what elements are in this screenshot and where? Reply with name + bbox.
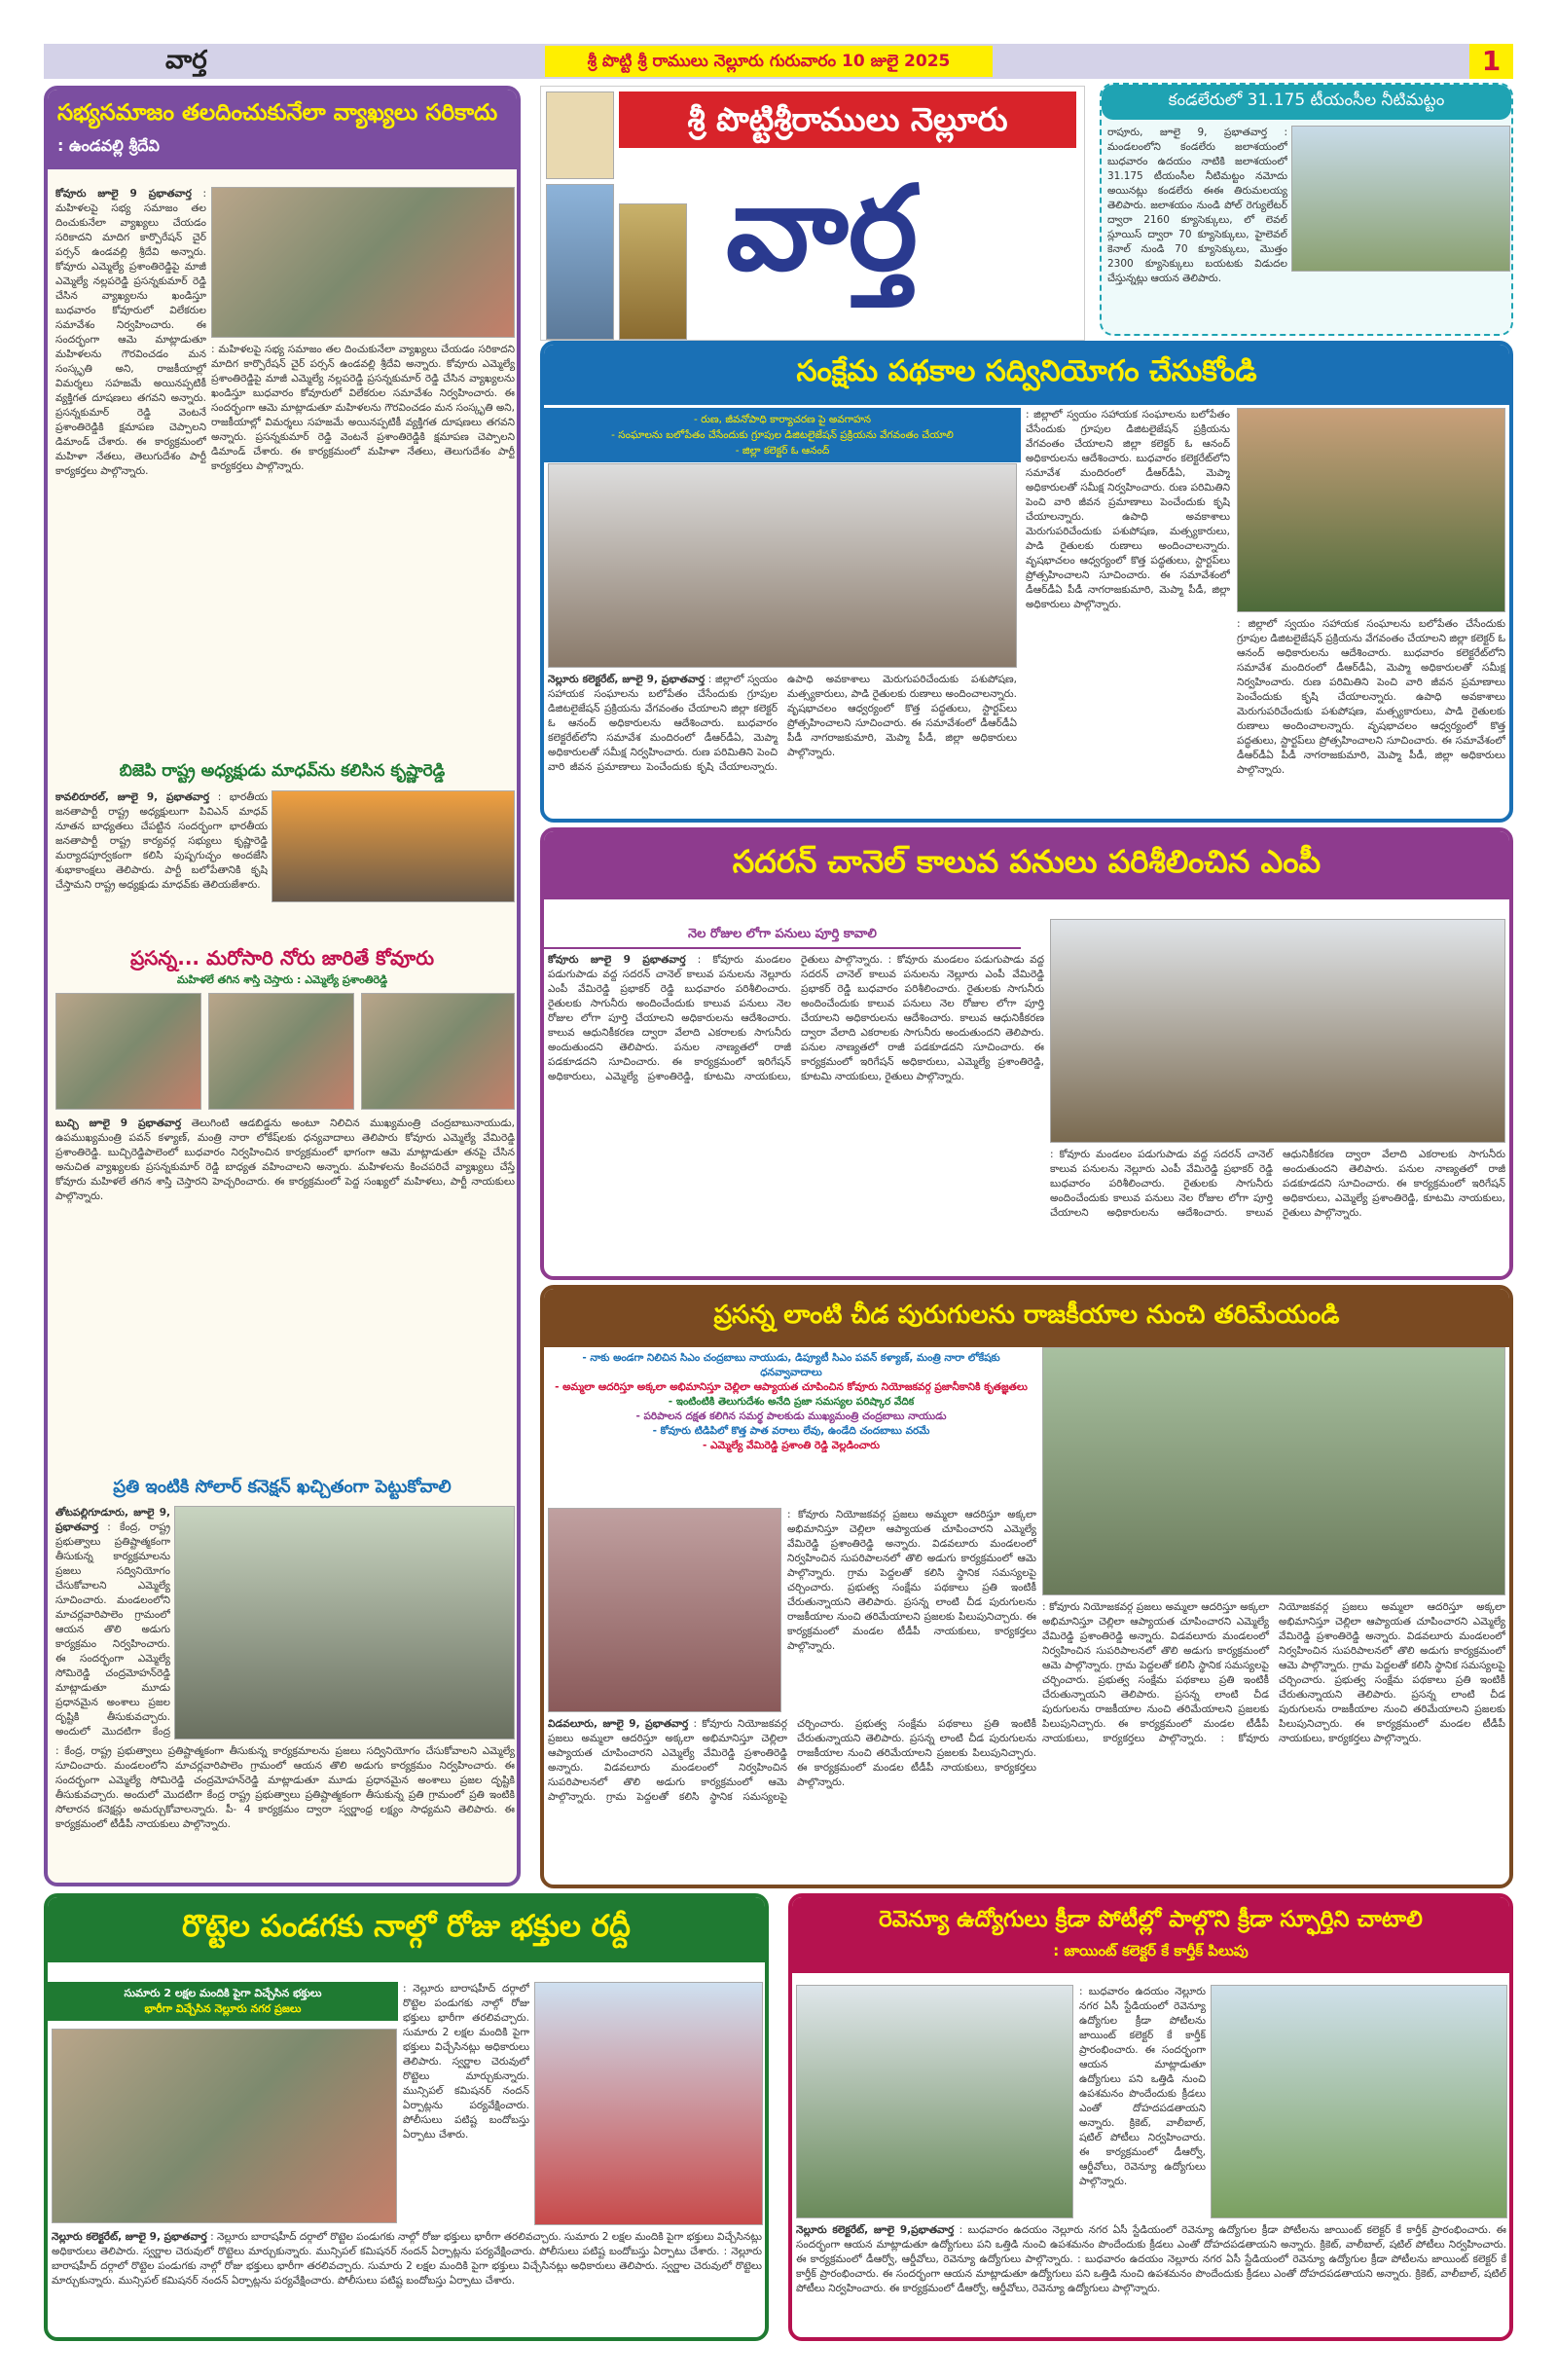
headline-canal: సదరన్ చానెల్ కాలువ పనులు పరిశీలించిన ఎంపీ: [544, 831, 1509, 899]
solar-body: తోటపల్లిగూడూరు, జూలై 9, ప్రభాతవార్త : కేంద్ర, రాష్ట్ర ప్రభుత్వాలు ప్రతిష్టాత్మకంగా తీసుకున్న కార్యక్రమాలను ప్రజలు సద్వినియోగం చేసుకోవాలని ఎమ్మెల్యే సూచించారు. మండలంలోని మాచర్లవారిపాలెం గ్రామంలో ఆయన తొలి అడుగు కార్యక్రమం నిర్వహించారు. ఈ సందర్భంగా ఎమ్మెల్యే సోమిరెడ్డి చంద్రమోహన్‌రెడ్డి మాట్లాడుతూ మూడు ప్రధానమైన అంశాలు ప్రజల దృష్టికి తీసుకువచ్చారు. అందులో మొదటిగా కేంద్ర: [55, 1507, 170, 1738]
mla-photo-1: [55, 993, 201, 1110]
kandaleru-body: రాపూరు, జూలై 9, ప్రభాతవార్త : మండలంలోని కండలేరు జలాశయంలో బుధవారం ఉదయం నాటికి జలాశయంలో 31.175 టీయంసీల నీటిమట్టం నమోదు అయినట్లు కండలేరు ఈఈ తిరుమలయ్య తెలిపారు. జలాశయం నుండి పోల్ రెగ్యులేటర్ ద్వారా 2160 క్యూసెక్కులు, లో లెవల్ స్లూయిస్ ద్వారా 70 క్యూసెక్కులు, హైలెవల్ కెనాల్ నుండి 70 క్యూసెక్కులు, మొత్తం 2300 క్యూసెక్కులు బయటకు విడుదల చేస్తున్నట్లు ఆయన తెలిపారు.: [1107, 127, 1287, 284]
women-meeting-photo: [211, 187, 515, 338]
solar-body-cont: : కేంద్ర, రాష్ట్ర ప్రభుత్వాలు ప్రతిష్టాత్మకంగా తీసుకున్న కార్యక్రమాలను ప్రజలు సద్వినియోగం చేసుకోవాలని ఎమ్మెల్యే సూచించారు. మండలంలోని మాచర్లవారిపాలెం గ్రామంలో ఆయన తొలి అడుగు కార్యక్రమం నిర్వహించారు. ఈ సందర్భంగా ఎమ్మెల్యే సోమిరెడ్డి చంద్రమోహన్‌రెడ్డి మాట్లాడుతూ మూడు ప్రధానమైన అంశాలు ప్రజల దృష్టికి తీసుకువచ్చారు. అందులో మొదటిగా కేంద్ర రాష్ట్ర ప్రభుత్వాలు ప్రతిష్టాత్మకంగా తీసుకున్న ప్రతి గ్రామంలో ప్రతి ఇంటికి సోలారన కనెక్షన్లు అమర్చుకోవాలన్నారు. పీ- 4 కార్యక్రమం ద్వారా స్వర్ణాంధ్ర లక్ష్యం సాధ్యమని తెలిపారు. ఈ కార్యక్రమంలో టీడీపీ నాయకులు పాల్గొన్నారు.: [55, 1745, 515, 1830]
masthead-logo: వార్త: [726, 160, 918, 297]
headline-prasanna-pests: ప్రసన్న లాంటి చీడ పురుగులను రాజకీయాల నుంచి తరిమేయండి: [544, 1289, 1509, 1347]
headline-sports: రెవెన్యూ ఉద్యోగులు క్రీడా పోటీల్లో పాల్గొని క్రీడా స్ఫూర్తిని చాటాలి : జాయింట్ కలెక్టర్ కే కార్తీక్ పిలుపు: [792, 1897, 1509, 1973]
kandaleru-article: [1100, 83, 1513, 336]
kandaleru-headline: కండలేరులో 31.175 టీయంసీల నీటిమట్టం: [1102, 85, 1511, 120]
masthead: [540, 86, 1085, 341]
subhead-prasanna-warning: మహిళలే తగిన శాస్తి చెస్తారు : ఎమ్మెల్యే ప్రశాంతిరెడ్డి: [176, 973, 388, 986]
welfare-body: నెల్లూరు కలెక్టరేట్, జూలై 9, ప్రభాతవార్త : జిల్లాలో స్వయం సహాయక సంఘాలను బలోపేతం చేసేందుకు గ్రూపుల డిజిటలైజేషన్ ప్రక్రియను వేగవంతం చేయాలని జిల్లా కలెక్టర్ ఓ ఆనంద్ అధికారులను ఆదేశించారు. బుధవారం కలెక్టరేట్‌లోని సమావేశ మందిరంలో డీఆర్‌డీఏ, మెప్మా అధికారులతో సమీక్ష నిర్వహించారు. రుణ పరిమితిని పెంచి వారి జీవన ప్రమాణాలు పెంచేందుకు కృషి చేయాలన్నారు. ఉపాధి అవకాశాలు మెరుగుపరిచేందుకు పశుపోషణ, మత్స్యకారులు, పాడి రైతులకు రుణాలు అందించాలన్నారు. వృషభాచలం ఆధ్వర్యంలో కొత్త పద్ధతులు, స్టార్టప్‌లు ప్రోత్సహించాలని సూచించారు. ఈ సమావేశంలో డీఆర్‌డీఏ పీడీ నాగరాజకుమారి, మెప్మా పీడీ, జిల్లా అధికారులు పాల్గొన్నారు.: [548, 674, 1017, 773]
prasanna-pests-body: : కోవూరు నియోజకవర్గ ప్రజలు అమ్మలా ఆదరిస్తూ అక్కలా అభిమానిస్తూ చెల్లిలా ఆప్యాయత చూపించారని ఎమ్మెల్యే వేమిరెడ్డి ప్రశాంతిరెడ్డి అన్నారు. విడవలూరు మండలంలో నిర్వహించిన సుపరిపాలనలో తొలి అడుగు కార్యక్రమంలో ఆమె పాల్గొన్నారు. గ్రామ పెద్దలతో కలిసి స్థానిక సమస్యలపై చర్చించారు. ప్రభుత్వ సంక్షేమ పథకాలు ప్రతి ఇంటికీ చేరుతున్నాయని తెలిపారు. ప్రసన్న లాంటి చీడ పురుగులను రాజకీయాల నుంచి తరిమేయాలని ప్రజలకు పిలుపునిచ్చారు. ఈ కార్యక్రమంలో మండల టీడీపీ నాయకులు, కార్యకర్తలు పాల్గొన్నారు.: [787, 1509, 1036, 1652]
solar-event-photo: [174, 1506, 515, 1739]
bjp-body: కావలిరూరల్, జూలై 9, ప్రభాతవార్త : భారతీయ జనతాపార్టీ రాష్ట్ర అధ్యక్షులుగా పివిఎన్ మాధవ్ నూతన బాధ్యతలు చేపట్టిన సందర్భంగా భారతీయ జనతాపార్టీ రాష్ట్ర కార్యవర్గ సభ్యులు కృష్ణారెడ్డి మర్యాదపూర్వకంగా కలిసి పుష్పగుచ్ఛం అందజేసి శుభాకాంక్షలు తెలిపారు. పార్టీ బలోపేతానికి కృషి చేస్తామని రాష్ట్ర అధ్యక్షుడు మాధవ్‌కు తెలియజేశారు.: [55, 791, 268, 891]
rottela-points: సుమారు 2 లక్షల మందికి పైగా విచ్చేసిన భక్తులు భారీగా విచ్చేసిన నెల్లూరు నగర ప్రజలు: [48, 1982, 398, 2021]
mla-photo-2: [208, 993, 354, 1110]
officials-photo: [796, 1985, 1073, 2218]
article-rottela: [44, 1893, 769, 2341]
rottela-body: : నెల్లూరు బారాషహీద్ దర్గాలో రొట్టెల పండుగకు నాల్గో రోజు భక్తులు భారీగా తరలివచ్చారు. సుమారు 2 లక్షల మందికి పైగా భక్తులు విచ్చేసినట్లు అధికారులు తెలిపారు. స్వర్ణాల చెరువులో రొట్టెలు మార్చుకున్నారు. మున్సిపల్ కమిషనర్ నందన్ ఏర్పాట్లను పర్యవేక్షించారు. పోలీసులు పటిష్ట బందోబస్తు ఏర్పాటు చేశారు.: [403, 1983, 529, 2141]
article-sports: [788, 1893, 1513, 2341]
article-welfare: [540, 341, 1513, 823]
header-logo: వార్త: [165, 46, 207, 75]
headline-women-remarks: సభ్యసమాజం తలదించుకునేలా వ్యాఖ్యలు సరికాదు : ఉండవల్లి శ్రీదేవి: [48, 90, 517, 169]
welfare-points: - రుణ, జీవనోపాధి కార్యాచరణ పై అవగాహన - సంఘాలను బలోపేతం చేసేందుకు గ్రూపుల డిజిటలైజేషన్ ప్రక్రియను వేగవంతం చేయాలి - జిల్లా కలెక్టర్ ఓ ఆనంద్: [544, 408, 1021, 462]
cricket-photo: [1211, 1985, 1507, 2218]
reservoir-photo: [1291, 126, 1510, 272]
dateline: శ్రీ పొట్టి శ్రీ రాములు నెల్లూరు గురువారం 10 జులై 2025: [545, 46, 993, 77]
sports-body: : బుధవారం ఉదయం నెల్లూరు నగర ఏసీ స్టేడియంలో రెవెన్యూ ఉద్యోగుల క్రీడా పోటీలను జాయింట్ కలెక్టర్ కే కార్తీక్ ప్రారంభించారు. ఈ సందర్భంగా ఆయన మాట్లాడుతూ ఉద్యోగులు పని ఒత్తిడి నుంచి ఉపశమనం పొందేందుకు క్రీడలు ఎంతో దోహదపడతాయని అన్నారు. క్రికెట్, వాలీబాల్, షటిల్ పోటీలు నిర్వహించారు. ఈ కార్యక్రమంలో డీఆర్వో, ఆర్డీవోలు, రెవెన్యూ ఉద్యోగులు పాల్గొన్నారు.: [1079, 1986, 1206, 2187]
masthead-title: శ్రీ పొట్టిశ్రీరాములు నెల్లూరు: [619, 92, 1076, 148]
bjp-meeting-photo: [272, 790, 515, 902]
sports-body-2: నెల్లూరు కలెక్టరేట్, జూలై 9,ప్రభాతవార్త : బుధవారం ఉదయం నెల్లూరు నగర ఏసీ స్టేడియంలో రెవెన్యూ ఉద్యోగుల క్రీడా పోటీలను జాయింట్ కలెక్టర్ కే కార్తీక్ ప్రారంభించారు. ఈ సందర్భంగా ఆయన మాట్లాడుతూ ఉద్యోగులు పని ఒత్తిడి నుంచి ఉపశమనం పొందేందుకు క్రీడలు ఎంతో దోహదపడతాయని అన్నారు. క్రికెట్, వాలీబాల్, షటిల్ పోటీలు నిర్వహించారు. ఈ కార్యక్రమంలో డీఆర్వో, ఆర్డీవోలు, రెవెన్యూ ఉద్యోగులు పాల్గొన్నారు. : బుధవారం ఉదయం నెల్లూరు నగర ఏసీ స్టేడియంలో రెవెన్యూ ఉద్యోగుల క్రీడా పోటీలను జాయింట్ కలెక్టర్ కే కార్తీక్ ప్రారంభించారు. ఈ సందర్భంగా ఆయన మాట్లాడుతూ ఉద్యోగులు పని ఒత్తిడి నుంచి ఉపశమనం పొందేందుకు క్రీడలు ఎంతో దోహదపడతాయని అన్నారు. క్రికెట్, వాలీబాల్, షటిల్ పోటీలు నిర్వహించారు. ఈ కార్యక్రమంలో డీఆర్వో, ఆర్డీవోలు, రెవెన్యూ ఉద్యోగులు పాల్గొన్నారు.: [796, 2224, 1506, 2294]
mla-photo-3: [361, 993, 515, 1110]
welfare-body-cont2: : జిల్లాలో స్వయం సహాయక సంఘాలను బలోపేతం చేసేందుకు గ్రూపుల డిజిటలైజేషన్ ప్రక్రియను వేగవంతం చేయాలని జిల్లా కలెక్టర్ ఓ ఆనంద్ అధికారులను ఆదేశించారు. బుధవారం కలెక్టరేట్‌లోని సమావేశ మందిరంలో డీఆర్‌డీఏ, మెప్మా అధికారులతో సమీక్ష నిర్వహించారు. రుణ పరిమితిని పెంచి వారి జీవన ప్రమాణాలు పెంచేందుకు కృషి చేయాలన్నారు. ఉపాధి అవకాశాలు మెరుగుపరిచేందుకు పశుపోషణ, మత్స్యకారులు, పాడి రైతులకు రుణాలు అందించాలన్నారు. వృషభాచలం ఆధ్వర్యంలో కొత్త పద్ధతులు, స్టార్టప్‌లు ప్రోత్సహించాలని సూచించారు. ఈ సమావేశంలో డీఆర్‌డీఏ పీడీ నాగరాజకుమారి, మెప్మా పీడీ, జిల్లా అధికారులు పాల్గొన్నారు.: [1237, 618, 1505, 776]
headline-bjp: బిజెపి రాష్ట్ర అధ్యక్షుడు మాధవ్‌ను కలిసిన కృష్ణారెడ్డి: [119, 761, 446, 781]
founder-portrait: [546, 92, 614, 179]
welfare-body-cont: : జిల్లాలో స్వయం సహాయక సంఘాలను బలోపేతం చేసేందుకు గ్రూపుల డిజిటలైజేషన్ ప్రక్రియను వేగవంతం చేయాలని జిల్లా కలెక్టర్ ఓ ఆనంద్ అధికారులను ఆదేశించారు. బుధవారం కలెక్టరేట్‌లోని సమావేశ మందిరంలో డీఆర్‌డీఏ, మెప్మా అధికారులతో సమీక్ష నిర్వహించారు. రుణ పరిమితిని పెంచి వారి జీవన ప్రమాణాలు పెంచేందుకు కృషి చేయాలన్నారు. ఉపాధి అవకాశాలు మెరుగుపరిచేందుకు పశుపోషణ, మత్స్యకారులు, పాడి రైతులకు రుణాలు అందించాలన్నారు. వృషభాచలం ఆధ్వర్యంలో కొత్త పద్ధతులు, స్టార్టప్‌లు ప్రోత్సహించాలని సూచించారు. ఈ సమావేశంలో డీఆర్‌డీఏ పీడీ నాగరాజకుమారి, మెప్మా పీడీ, జిల్లా అధికారులు పాల్గొన్నారు.: [1026, 409, 1230, 610]
canal-body: కోవూరు జూలై 9 ప్రభాతవార్త : కోవూరు మండలం పడుగుపాడు వద్ద సదరన్ చానెల్ కాలువ పనులను నెల్లూరు ఎంపీ వేమిరెడ్డి ప్రభాకర్ రెడ్డి బుధవారం పరిశీలించారు. రైతులకు సాగునీరు అందించేందుకు కాలువ పనులు నెల రోజుల లోగా పూర్తి చేయాలని అధికారులను ఆదేశించారు. కాలువ ఆధునికీకరణ ద్వారా వేలాది ఎకరాలకు సాగునీరు అందుతుందని తెలిపారు. పనుల నాణ్యతలో రాజీ పడకూడదని సూచించారు. ఈ కార్యక్రమంలో ఇరిగేషన్ అధికారులు, ఎమ్మెల్యే ప్రశాంతిరెడ్డి, కూటమి నాయకులు, రైతులు పాల్గొన్నారు. : కోవూరు మండలం పడుగుపాడు వద్ద సదరన్ చానెల్ కాలువ పనులను నెల్లూరు ఎంపీ వేమిరెడ్డి ప్రభాకర్ రెడ్డి బుధవారం పరిశీలించారు. రైతులకు సాగునీరు అందించేందుకు కాలువ పనులు నెల రోజుల లోగా పూర్తి చేయాలని అధికారులను ఆదేశించారు. కాలువ ఆధునికీకరణ ద్వారా వేలాది ఎకరాలకు సాగునీరు అందుతుందని తెలిపారు. పనుల నాణ్యతలో రాజీ పడకూడదని సూచించారు. ఈ కార్యక్రమంలో ఇరిగేషన్ అధికారులు, ఎమ్మెల్యే ప్రశాంతిరెడ్డి, కూటమి నాయకులు, రైతులు పాల్గొన్నారు.: [548, 954, 1044, 1082]
headline-welfare: సంక్షేమ పథకాల సద్వినియోగం చేసుకోండి: [544, 345, 1509, 405]
plant-handover-photo: [1237, 408, 1505, 612]
women-remarks-body-cont: : మహిళలపై సభ్య సమాజం తల దించుకునేలా వ్యాఖ్యలు చేయడం సరికాదని మాదిగ కార్పొరేషన్ చైర్ పర్సన్ ఉండవల్లి శ్రీదేవి అన్నారు. కోవూరు ఎమ్మెల్యే ప్రశాంతిరెడ్డిపై మాజీ ఎమ్మెల్యే నల్లపరెడ్డి ప్రసన్నకుమార్ రెడ్డి చేసిన వ్యాఖ్యలను ఖండిస్తూ బుధవారం కోవూరులో విలేకరుల సమావేశం నిర్వహించారు. ఈ సందర్భంగా ఆమె మాట్లాడుతూ మహిళలను గౌరవించడం మన సంస్కృతి అని, రాజకీయాల్లో విమర్శలు సహజమే అయినప్పటికీ వ్యక్తిగత దూషణలు తగవని అన్నారు. ప్రసన్నకుమార్ రెడ్డి వెంటనే ప్రశాంతిరెడ్డికి క్షమాపణ చెప్పాలని డిమాండ్ చేశారు. ఈ కార్యక్రమంలో మహిళా నేతలు, తెలుగుదేశం పార్టీ కార్యకర్తలు పాల్గొన్నారు.: [211, 344, 515, 472]
prasanna-warning-body: బుచ్చి జూలై 9 ప్రభాతవార్త తెలుగింటి ఆడబిడ్డను అంటూ నిలిచిన ముఖ్యమంత్రి చంద్రబాబునాయుడు, ఉపముఖ్యమంత్రి పవన్ కళ్యాణ్, మంత్రి నారా లోకేష్‌లకు ధన్యవాదాలు తెలిపారు కోవూరు ఎమ్మెల్యే వేమిరెడ్డి ప్రశాంతిరెడ్డి. బుచ్చిరెడ్డిపాలెంలో బుధవారం నిర్వహించిన కార్యక్రమంలో భాగంగా ఆమె మాట్లాడుతూ తనపై చేసిన అనుచిత వ్యాఖ్యలకు ప్రసన్నకుమార్ రెడ్డి బాధ్యత వహించాలని అన్నారు. మహిళలను కించపరిచే వ్యాఖ్యలు చేస్తే కోవూరు మహిళలే తగిన శాస్తి చెస్తారని హెచ్చరించారు. ఈ కార్యక్రమంలో పెద్ద సంఖ్యలో మహిళలు, పార్టీ నాయకులు పాల్గొన్నారు.: [55, 1117, 515, 1202]
women-remarks-body: కోవూరు జూలై 9 ప్రభాతవార్త : మహిళలపై సభ్య సమాజం తల దించుకునేలా వ్యాఖ్యలు చేయడం సరికాదని మాదిగ కార్పొరేషన్ చైర్ పర్సన్ ఉండవల్లి శ్రీదేవి అన్నారు. కోవూరు ఎమ్మెల్యే ప్రశాంతిరెడ్డిపై మాజీ ఎమ్మెల్యే నల్లపరెడ్డి ప్రసన్నకుమార్ రెడ్డి చేసిన వ్యాఖ్యలను ఖండిస్తూ బుధవారం కోవూరులో విలేకరుల సమావేశం నిర్వహించారు. ఈ సందర్భంగా ఆమె మాట్లాడుతూ మహిళలను గౌరవించడం మన సంస్కృతి అని, రాజకీయాల్లో విమర్శలు సహజమే అయినప్పటికీ వ్యక్తిగత దూషణలు తగవని అన్నారు. ప్రసన్నకుమార్ రెడ్డి వెంటనే ప్రశాంతిరెడ్డికి క్షమాపణ చెప్పాలని డిమాండ్ చేశారు. ఈ కార్యక్రమంలో మహిళా నేతలు, తెలుగుదేశం పార్టీ కార్యకర్తలు పాల్గొన్నారు.: [55, 188, 206, 477]
rottela-body-2: నెల్లూరు కలెక్టరేట్, జూలై 9, ప్రభాతవార్త : నెల్లూరు బారాషహీద్ దర్గాలో రొట్టెల పండుగకు నాల్గో రోజు భక్తులు భారీగా తరలివచ్చారు. సుమారు 2 లక్షల మందికి పైగా భక్తులు విచ్చేసినట్లు అధికారులు తెలిపారు. స్వర్ణాల చెరువులో రొట్టెలు మార్చుకున్నారు. మున్సిపల్ కమిషనర్ నందన్ ఏర్పాట్లను పర్యవేక్షించారు. పోలీసులు పటిష్ట బందోబస్తు ఏర్పాటు చేశారు. : నెల్లూరు బారాషహీద్ దర్గాలో రొట్టెల పండుగకు నాల్గో రోజు భక్తులు భారీగా తరలివచ్చారు. సుమారు 2 లక్షల మందికి పైగా భక్తులు విచ్చేసినట్లు అధికారులు తెలిపారు. స్వర్ణాల చెరువులో రొట్టెలు మార్చుకున్నారు. మున్సిపల్ కమిషనర్ నందన్ ఏర్పాట్లను పర్యవేక్షించారు. పోలీసులు పటిష్ట బందోబస్తు ఏర్పాటు చేశారు.: [52, 2231, 762, 2287]
headline-prasanna-warning: ప్రసన్న... మరోసారి నోరు జారితే కోవూరు: [129, 946, 434, 970]
page-number: 1: [1469, 44, 1513, 79]
prasanna-points: - నాకు అండగా నిలిచిన సిఎం చంద్రబాబు నాయుడు, డిప్యూటీ సిఎం పవన్ కళ్యాణ్, మంత్రి నారా లోకేషకు ధనవ్వావాదాలు - అమ్మలా ఆదరిస్తూ అక్కలా అభిమానిస్తూ చెల్లిలా ఆప్యాయత చూపించిన కోవూరు నియోజకవర్గ ప్రజానీకానికి కృతజ్ఞతలు - ఇంటింటికి తెలుగుదేశం అనేది ప్రజా సమస్యల పరిష్కార వేదిక - పరిపాలన దక్షత కలిగిన సమర్థ పాలకుడు ముఖ్యమంత్రి చంద్రబాబు నాయుడు - కోవూరు టిడిపిలో కొత్త పాత వరాలు లేవు, ఉండేది చందబాబు వరమే - ఎమ్మెల్యే వేమిరెడ్డి ప్రశాంతి రెడ్డి వెల్లడించారు: [555, 1352, 1028, 1451]
mla-speaking-photo: [548, 1508, 781, 1712]
prasanna-pests-body-3: : కోవూరు నియోజకవర్గ ప్రజలు అమ్మలా ఆదరిస్తూ అక్కలా అభిమానిస్తూ చెల్లిలా ఆప్యాయత చూపించారని ఎమ్మెల్యే వేమిరెడ్డి ప్రశాంతిరెడ్డి అన్నారు. విడవలూరు మండలంలో నిర్వహించిన సుపరిపాలనలో తొలి అడుగు కార్యక్రమంలో ఆమె పాల్గొన్నారు. గ్రామ పెద్దలతో కలిసి స్థానిక సమస్యలపై చర్చించారు. ప్రభుత్వ సంక్షేమ పథకాలు ప్రతి ఇంటికీ చేరుతున్నాయని తెలిపారు. ప్రసన్న లాంటి చీడ పురుగులను రాజకీయాల నుంచి తరిమేయాలని ప్రజలకు పిలుపునిచ్చారు. ఈ కార్యక్రమంలో మండల టీడీపీ నాయకులు, కార్యకర్తలు పాల్గొన్నారు. : కోవూరు నియోజకవర్గ ప్రజలు అమ్మలా ఆదరిస్తూ అక్కలా అభిమానిస్తూ చెల్లిలా ఆప్యాయత చూపించారని ఎమ్మెల్యే వేమిరెడ్డి ప్రశాంతిరెడ్డి అన్నారు. విడవలూరు మండలంలో నిర్వహించిన సుపరిపాలనలో తొలి అడుగు కార్యక్రమంలో ఆమె పాల్గొన్నారు. గ్రామ పెద్దలతో కలిసి స్థానిక సమస్యలపై చర్చించారు. ప్రభుత్వ సంక్షేమ పథకాలు ప్రతి ఇంటికీ చేరుతున్నాయని తెలిపారు. ప్రసన్న లాంటి చీడ పురుగులను రాజకీయాల నుంచి తరిమేయాలని ప్రజలకు పిలుపునిచ్చారు. ఈ కార్యక్రమంలో మండల టీడీపీ నాయకులు, కార్యకర్తలు పాల్గొన్నారు.: [1042, 1601, 1505, 1744]
article-prasanna-pests: [540, 1285, 1513, 1888]
headline-rottela: రొట్టెల పండగకు నాల్గో రోజు భక్తుల రద్దీ: [48, 1897, 765, 1962]
canal-body-cont: : కోవూరు మండలం పడుగుపాడు వద్ద సదరన్ చానెల్ కాలువ పనులను నెల్లూరు ఎంపీ వేమిరెడ్డి ప్రభాకర్ రెడ్డి బుధవారం పరిశీలించారు. రైతులకు సాగునీరు అందించేందుకు కాలువ పనులు నెల రోజుల లోగా పూర్తి చేయాలని అధికారులను ఆదేశించారు. కాలువ ఆధునికీకరణ ద్వారా వేలాది ఎకరాలకు సాగునీరు అందుతుందని తెలిపారు. పనుల నాణ్యతలో రాజీ పడకూడదని సూచించారు. ఈ కార్యక్రమంలో ఇరిగేషన్ అధికారులు, ఎమ్మెల్యే ప్రశాంతిరెడ్డి, కూటమి నాయకులు, రైతులు పాల్గొన్నారు.: [1050, 1149, 1505, 1219]
devotees-photo: [52, 2029, 397, 2223]
subhead-canal: నెల రోజుల లోగా పనులు పూర్తి కావాలి: [544, 924, 1021, 949]
canal-inspection-photo: [1050, 919, 1505, 1143]
collector-meeting-photo: [548, 463, 1017, 668]
village-visit-photo: [1042, 1347, 1505, 1595]
article-canal: [540, 827, 1513, 1280]
article-women-remarks: [44, 86, 521, 1886]
headline-solar: ప్రతి ఇంటికి సోలార్ కనెక్షన్ ఖచ్చితంగా పెట్టుకోవాలి: [113, 1477, 452, 1497]
prasanna-pests-body-2: విడవలూరు, జూలై 9, ప్రభాతవార్త : కోవూరు నియోజకవర్గ ప్రజలు అమ్మలా ఆదరిస్తూ అక్కలా అభిమానిస్తూ చెల్లిలా ఆప్యాయత చూపించారని ఎమ్మెల్యే వేమిరెడ్డి ప్రశాంతిరెడ్డి అన్నారు. విడవలూరు మండలంలో నిర్వహించిన సుపరిపాలనలో తొలి అడుగు కార్యక్రమంలో ఆమె పాల్గొన్నారు. గ్రామ పెద్దలతో కలిసి స్థానిక సమస్యలపై చర్చించారు. ప్రభుత్వ సంక్షేమ పథకాలు ప్రతి ఇంటికీ చేరుతున్నాయని తెలిపారు. ప్రసన్న లాంటి చీడ పురుగులను రాజకీయాల నుంచి తరిమేయాలని ప్రజలకు పిలుపునిచ్చారు. ఈ కార్యక్రమంలో మండల టీడీపీ నాయకులు, కార్యకర్తలు పాల్గొన్నారు.: [548, 1718, 1036, 1803]
temple-photo: [619, 203, 687, 340]
dargah-tower-photo: [534, 1982, 763, 2225]
bridge-photo: [546, 184, 614, 340]
